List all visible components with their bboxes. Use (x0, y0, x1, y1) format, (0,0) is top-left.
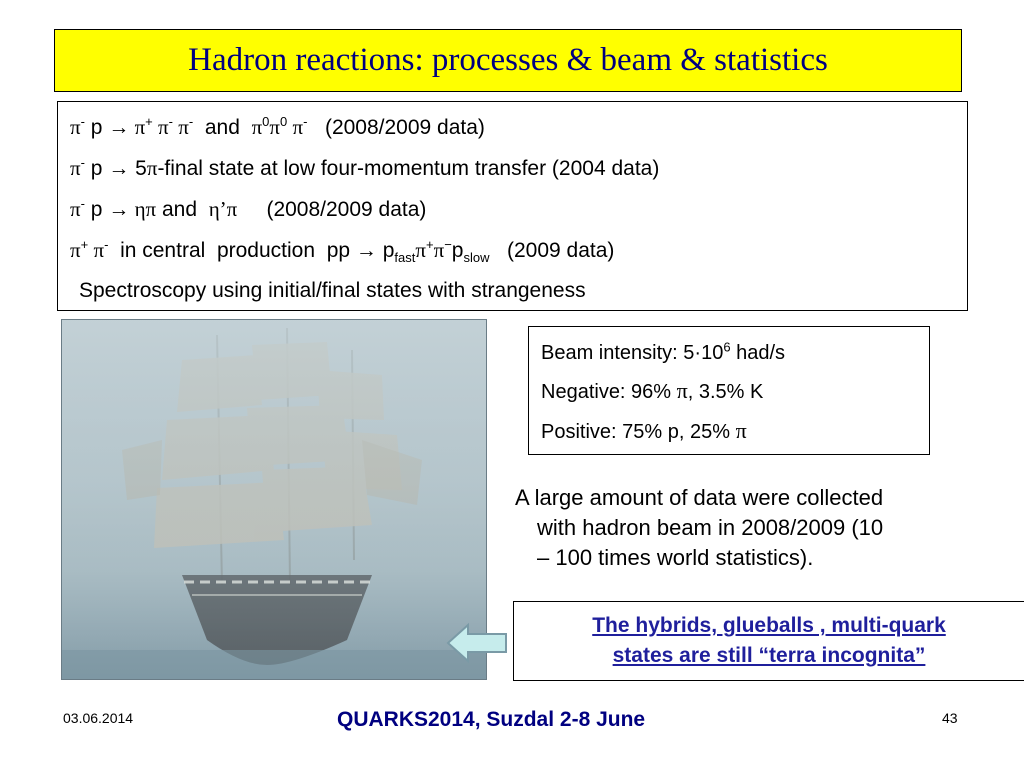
fast-subscript: fast (394, 250, 416, 266)
title-box (54, 29, 962, 92)
pi-symbol: π (433, 238, 445, 262)
slow-subscript: slow (463, 250, 490, 266)
pi-symbol: π (287, 115, 304, 139)
charge-plus: + (425, 237, 434, 252)
charge-minus: - (80, 114, 85, 129)
pi-symbol: π (676, 378, 688, 403)
footer-conference: QUARKS2014, Suzdal 2-8 June (337, 708, 646, 731)
central-production-text: in central production pp (108, 239, 356, 262)
hybrids-line-1: The hybrids, glueballs , multi-quark (592, 614, 946, 637)
pi-symbol: π (88, 238, 105, 262)
statistics-line-1: A large amount of data were collected (515, 485, 884, 510)
proton-text: p (84, 157, 109, 180)
pi-symbol: π (146, 156, 158, 180)
data-period: (2008/2009 data) (237, 198, 427, 221)
and-text: and (156, 198, 209, 221)
charge-minus: - (104, 237, 109, 252)
statistics-paragraph (515, 483, 1005, 573)
charge-zero: 0 (262, 114, 270, 129)
reaction-line-3 (70, 197, 426, 222)
proton-text: p (84, 116, 109, 139)
charge-zero: 0 (280, 114, 288, 129)
charge-minus: - (80, 155, 85, 170)
beam-positive (541, 419, 747, 444)
pi-symbol: π (415, 238, 426, 262)
negative-rest: , 3.5% K (687, 381, 764, 403)
reaction-line-5: Spectroscopy using initial/final states with strangeness (79, 279, 586, 302)
footer-date: 03.06.2014 (63, 710, 134, 726)
proton-text: p (376, 239, 395, 262)
and-text: and (193, 116, 252, 139)
pi-symbol: π (269, 115, 281, 139)
reactions-box (57, 101, 968, 311)
eta-pi-text: ηπ (129, 197, 157, 221)
beam-intensity (541, 341, 785, 365)
page-title: Hadron reactions: processes & beam & statistics (188, 42, 828, 78)
arrow-right-icon: → (108, 197, 130, 221)
beam-intensity-exponent: 6 (723, 339, 731, 355)
proton-text: p (451, 239, 464, 262)
reaction-line-2 (70, 156, 659, 181)
data-period: (2008/2009 data) (307, 116, 485, 139)
reaction-line-1 (70, 115, 485, 140)
positive-label: Positive: 75% p, 25% (541, 421, 736, 443)
reaction-line-4 (70, 237, 615, 266)
pi-symbol: π (735, 418, 747, 443)
charge-minus: - (80, 196, 85, 211)
pi-symbol: π (251, 115, 263, 139)
statistics-line-3: – 100 times world statistics). (537, 545, 814, 570)
statistics-line-2: with hadron beam in 2008/2009 (10 (537, 515, 884, 540)
ship-photo (61, 319, 487, 680)
beam-intensity-unit: had/s (730, 342, 786, 364)
beam-box (528, 326, 930, 455)
arrow-right-icon: → (355, 238, 377, 262)
charge-plus: + (80, 237, 89, 252)
pi-symbol: π (70, 197, 81, 221)
eta-prime-pi-text: η’π (208, 197, 238, 221)
pi-symbol: π (70, 238, 81, 262)
pi-symbol: π (70, 115, 81, 139)
hybrids-line-2: states are still “terra incognita” (612, 644, 926, 667)
beam-negative (541, 379, 763, 404)
charge-minus: - (168, 114, 173, 129)
charge-minus: − (444, 237, 452, 252)
pi-symbol: π (129, 115, 146, 139)
multiplicity-text: 5 (129, 157, 147, 180)
arrow-right-icon: → (108, 115, 130, 139)
negative-label: Negative: 96% (541, 381, 677, 403)
final-state-text: -final state at low four-momentum transfer (2004 data) (157, 157, 660, 180)
pi-symbol: π (152, 115, 169, 139)
hybrids-box (513, 601, 1024, 681)
left-arrow-icon (446, 622, 508, 664)
arrow-right-icon: → (108, 156, 130, 180)
beam-intensity-label: Beam intensity: 5·10 (541, 342, 724, 364)
proton-text: p (84, 198, 109, 221)
pi-symbol: π (70, 156, 81, 180)
charge-plus: + (145, 114, 153, 129)
pi-symbol: π (172, 115, 189, 139)
data-period: (2009 data) (489, 239, 615, 262)
charge-minus: - (303, 114, 308, 129)
charge-minus: - (188, 114, 194, 129)
page-number: 43 (942, 710, 958, 726)
